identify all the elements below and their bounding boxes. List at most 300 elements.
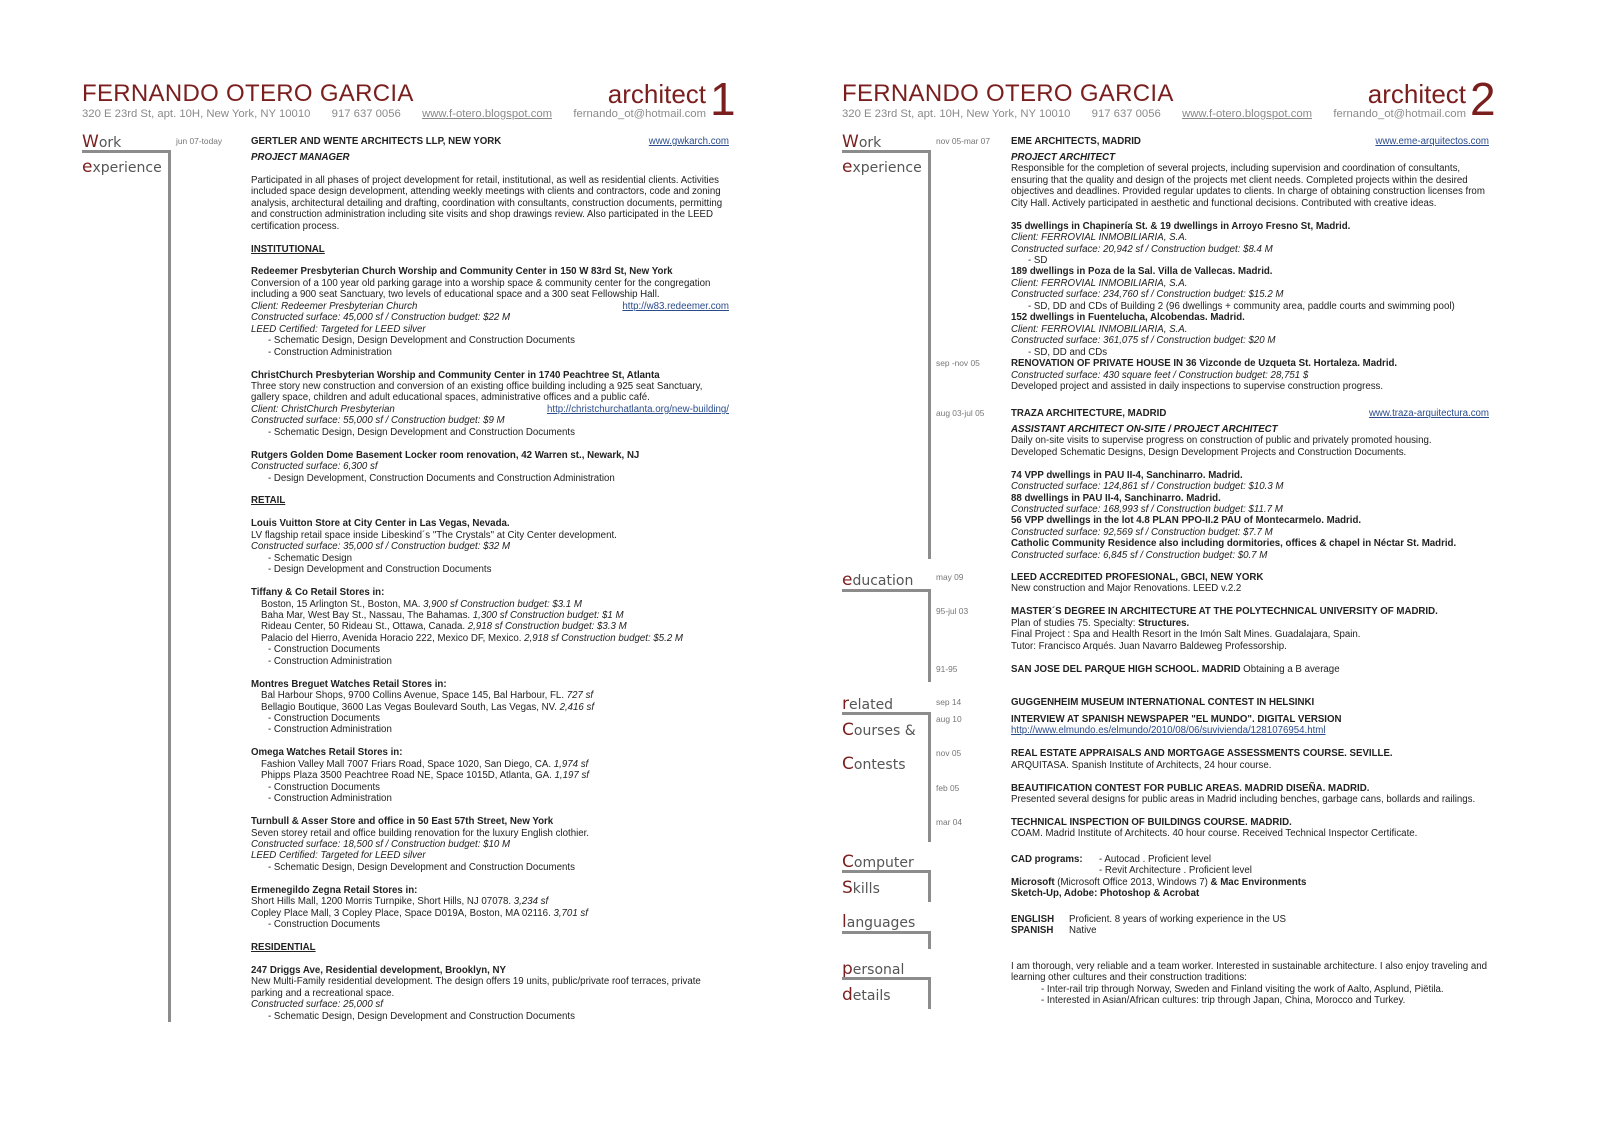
text: Short Hills Mall, 1200 Morris Turnpike, Short Hills, NJ 07078.: [251, 896, 514, 908]
text: - Schematic Design, Design Development and Construction Documents: [268, 861, 575, 873]
text-line: [1011, 925, 1489, 936]
text-line: [1011, 515, 1489, 526]
contact-line: [842, 108, 1466, 120]
text-line: [251, 370, 729, 381]
text-line: [251, 942, 729, 953]
text: Developed Schematic Designs, Design Development Projects and Construction Documents.: [1011, 446, 1407, 458]
section-label: related: [842, 694, 894, 714]
text: - Construction Administration: [268, 724, 392, 736]
text-line: [1011, 244, 1489, 255]
text: - Schematic Design: [268, 552, 352, 564]
text-line: [1011, 312, 1489, 323]
text-line: [1011, 748, 1489, 759]
text-line: [251, 633, 729, 644]
text: ChristChurch Presbyterian Worship and Community Center in 1740 Peachtree St, Atlanta: [251, 369, 660, 381]
text: Client: FERROVIAL INMOBILIARIA, S.A.: [1011, 232, 1188, 244]
profession-title: architect: [1367, 79, 1466, 109]
text: - Construction Administration: [268, 793, 392, 805]
section-label: Work: [842, 132, 882, 152]
text-line: [1011, 914, 1489, 925]
text-line: [1011, 550, 1489, 561]
text-line: [251, 816, 729, 827]
email[interactable]: fernando_ot@hotmail.com: [1333, 108, 1466, 120]
resume-page-2: [760, 0, 1520, 1131]
text-line: [251, 919, 729, 930]
spacer: [251, 576, 729, 587]
text: Seven storey retail and office building renovation for the luxury English clothier.: [251, 827, 590, 839]
text-line: [1011, 278, 1489, 289]
text: New Multi-Family residential development. The design offers 19 units, public/private roof terraces, private parking and a recreational space.: [251, 976, 701, 999]
text-line: [251, 999, 729, 1010]
text-line: [1011, 289, 1489, 300]
entry: [936, 816, 1489, 840]
text: Tutor: Francisco Arqués. Juan Navarro Baldeweg Professorship.: [1011, 640, 1287, 652]
link[interactable]: http://christchurchatlanta.org/new-building/: [546, 403, 729, 415]
text-line: [251, 564, 729, 575]
entry: [936, 407, 1489, 561]
text: Proficient. 8 years of working experience in the US: [1069, 914, 1286, 925]
entry: [936, 606, 1489, 663]
text-line: [1011, 493, 1489, 504]
text-line: [251, 587, 729, 598]
text-line: [1011, 618, 1489, 629]
text-line: [1011, 470, 1489, 481]
text: Sketch-Up, Adobe: Photoshop & Acrobat: [1011, 888, 1200, 900]
link[interactable]: www.eme-arquitectos.com: [1375, 136, 1489, 147]
text: 189 dwellings in Poza de la Sal. Villa de Vallecas. Madrid.: [1011, 266, 1273, 278]
text: - Design Development, Construction Documents and Construction Administration: [268, 472, 615, 484]
text-line: [1011, 424, 1489, 435]
entry: [936, 697, 1489, 714]
spacer: [1011, 806, 1489, 817]
text-line: [251, 1011, 729, 1022]
entry-date: aug 10: [936, 713, 962, 724]
text-line: [251, 415, 729, 426]
section-bracket-divider: [82, 150, 171, 1022]
text-line: [1011, 255, 1489, 266]
link[interactable]: www.traza-arquitectura.com: [1368, 407, 1489, 419]
section-label: personal: [842, 959, 905, 979]
text: GERTLER AND WENTE ARCHITECTS LLP, NEW YORK: [251, 136, 502, 147]
text-line: [251, 965, 729, 976]
section-label: Contests: [842, 754, 906, 774]
text-line: [251, 839, 729, 850]
entry: [936, 358, 1489, 408]
entry-date: aug 03-jul 05: [936, 407, 985, 418]
website-link[interactable]: www.f-otero.blogspot.com: [1182, 108, 1313, 120]
text: CAD programs:: [1011, 854, 1083, 865]
text: - Construction Administration: [268, 346, 392, 358]
spacer: [251, 484, 729, 495]
text-line: [251, 644, 729, 655]
entry: [1011, 854, 1489, 900]
section-label: experience: [842, 157, 922, 177]
text: 3,234 sf: [513, 896, 549, 908]
text: SAN JOSE DEL PARQUE HIGH SCHOOL. MADRID: [1011, 663, 1241, 675]
text: Constructed surface: 55,000 sf / Construction budget: $9 M: [251, 415, 505, 427]
link[interactable]: www.gwkarch.com: [648, 136, 729, 147]
spacer: [251, 507, 729, 518]
text: ARQUITASA. Spanish Institute of Architects, 24 hour course.: [1011, 759, 1272, 771]
text: 1,974 sf: [553, 758, 589, 770]
page-number: 1: [710, 73, 736, 125]
section-content: [1011, 961, 1489, 1007]
section-content: [936, 136, 1489, 561]
text: I am thorough, very reliable and a team worker. Interested in sustainable architecture. I also enjoy traveling and learning other cultures and their construction traditions:: [1011, 961, 1488, 984]
text: Rutgers Golden Dome Basement Locker room renovation, 42 Warren st., Newark, NJ: [251, 449, 640, 461]
text-line: [251, 896, 729, 907]
text-line: [1011, 888, 1489, 899]
phone: 917 637 0056: [1091, 108, 1161, 120]
text: RESIDENTIAL: [251, 942, 316, 954]
text-line: [1011, 152, 1489, 163]
entry: [936, 782, 1489, 817]
text: - SD, DD and CDs: [1028, 346, 1108, 358]
text: Constructed surface: 168,993 sf / Construction budget: $11.7 M: [1011, 504, 1283, 515]
text: Catholic Community Residence also including dormitories, offices & chapel in Néctar St. Madrid.: [1011, 538, 1457, 550]
spacer: [1011, 771, 1489, 782]
text: Structures.: [1138, 617, 1190, 629]
text-line: [1011, 481, 1489, 492]
entry-date: sep -nov 05: [936, 358, 980, 369]
text: Obtaining a B average: [1240, 663, 1340, 675]
entry-date: 95-jul 03: [936, 606, 969, 617]
email[interactable]: fernando_ot@hotmail.com: [573, 108, 706, 120]
section-content: [936, 697, 1489, 840]
text: 2,416 sf: [559, 701, 595, 713]
text-line: [1011, 232, 1489, 243]
entry: [936, 572, 1489, 606]
section-label: Computer: [842, 852, 914, 872]
text-line: [1011, 435, 1489, 446]
text: Client: Redeemer Presbyterian Church: [251, 300, 418, 312]
text: Participated in all phases of project development for retail, institutional, as well as residential clients. Activities included space design development, attending weekly meetings with clients and contractors, code and zoning analysis, architectural detailing and drafting, coordination with consultants, construction documents, permitting and construction administration including site visits and shop drawings review. Also participated in the LEED certification process.: [251, 174, 723, 232]
spacer: [251, 953, 729, 964]
spacer: [1011, 458, 1489, 469]
text-line: [251, 530, 729, 541]
spacer: [251, 438, 729, 449]
text: PROJECT MANAGER: [251, 151, 350, 163]
text-line: [1011, 725, 1489, 736]
text: Constructed surface: 35,000 sf / Construction budget: $32 M: [251, 541, 511, 553]
entry: [176, 136, 729, 1022]
text: Copley Place Mall, 3 Copley Place, Space D019A, Boston, MA 02116.: [251, 907, 554, 919]
text: GUGGENHEIM MUSEUM INTERNATIONAL CONTEST IN HELSINKI: [1011, 697, 1315, 708]
text-line: [1011, 877, 1489, 888]
text: - Revit Architecture . Proficient level: [1099, 865, 1252, 877]
link[interactable]: http://www.elmundo.es/elmundo/2010/08/06/suvivienda/1281076954.html: [1011, 725, 1326, 737]
text-line: [251, 610, 729, 621]
text: Baha Mar, West Bay St., Nassau, The Bahamas.: [261, 609, 473, 621]
text-line: [251, 347, 729, 358]
text-line: [251, 908, 729, 919]
entry-date: 91-95: [936, 663, 958, 674]
text-line: [251, 427, 729, 438]
text-line: [1011, 961, 1489, 984]
section-label: Courses &: [842, 720, 916, 740]
text: - Construction Documents: [268, 644, 380, 656]
text: - Design Development and Construction Documents: [268, 564, 492, 576]
text: (Microsoft Office 2013, Windows 7): [1054, 876, 1211, 888]
text: RETAIL: [251, 495, 286, 507]
text: Constructed surface: 361,075 sf / Construction budget: $20 M: [1011, 335, 1276, 347]
text-line: [1011, 335, 1489, 346]
text-line: [1011, 714, 1489, 725]
entry-date: feb 05: [936, 782, 960, 793]
text-line: [1011, 995, 1489, 1006]
text: MASTER´S DEGREE IN ARCHITECTURE AT THE POLYTECHNICAL UNIVERSITY OF MADRID.: [1011, 606, 1438, 618]
text: Palacio del Hierro, Avenida Horacio 222, Mexico DF, Mexico.: [261, 632, 525, 644]
text: Rideau Center, 50 Rideau St., Ottawa, Canada.: [261, 621, 468, 633]
text: Phipps Plaza 3500 Peachtree Road NE, Space 1015D, Atlanta, GA.: [261, 770, 555, 782]
text: 727 sf: [566, 690, 594, 702]
spacer: [1011, 209, 1489, 220]
spacer: [1011, 595, 1489, 606]
spacer: [1011, 652, 1489, 663]
text-line: [251, 885, 729, 896]
text: 74 VPP dwellings in PAU II-4, Sanchinarro. Madrid.: [1011, 469, 1243, 481]
text: LV flagship retail space inside Libeskind´s "The Crystals" at City Center development.: [251, 529, 617, 541]
entry: [936, 713, 1489, 748]
text: Responsible for the completion of several projects, including supervision and coordination of consultants, ensuring that the quality and design of the projects met client needs. Completed projects within the desired objectives and deadlines. Provided regular updates to clients. In charge of obtaining construction licenses from City Hall. Actively participated in aesthetic and functional decisions. Contributed with creative ideas.: [1011, 163, 1485, 209]
spacer: [1011, 392, 1489, 403]
text-line: [251, 404, 729, 415]
entry: [936, 136, 1489, 358]
text-line: [251, 621, 729, 632]
text: REAL ESTATE APPRAISALS AND MORTGAGE ASSESSMENTS COURSE. SEVILLE.: [1011, 748, 1393, 760]
text: Plan of studies 75. Specialty:: [1011, 617, 1139, 629]
entry: [1011, 914, 1489, 937]
entry-date: nov 05-mar 07: [936, 136, 990, 146]
text-line: [251, 828, 729, 839]
section-label: experience: [82, 157, 162, 177]
entry: [1011, 961, 1489, 1007]
text: Native: [1069, 925, 1097, 937]
text-line: [1011, 221, 1489, 232]
text-line: [251, 976, 729, 999]
spacer: [251, 163, 729, 174]
text: SPANISH: [1011, 925, 1054, 937]
section-bracket-divider: [842, 977, 931, 1009]
text: - Interested in Asian/African cultures: trip through Japan, China, Morocco and Turkey.: [1041, 995, 1406, 1007]
text: TRAZA ARCHITECTURE, MADRID: [1011, 407, 1167, 419]
text-line: [251, 473, 729, 484]
text: Constructed surface: 6,845 sf / Construction budget: $0.7 M: [1011, 549, 1268, 561]
spacer: [251, 255, 729, 266]
text-line: [1011, 447, 1489, 458]
text-line: [1011, 408, 1489, 419]
text: - Autocad . Proficient level: [1099, 854, 1212, 865]
text-line: [1011, 370, 1489, 381]
section-label: languages: [842, 912, 916, 932]
text: Fashion Valley Mall 7007 Friars Road, Space 1020, San Diego, CA.: [261, 758, 554, 770]
text: Bal Harbour Shops, 9700 Collins Avenue, Space 145, Bal Harbour, FL.: [261, 690, 567, 702]
text-line: [251, 152, 729, 163]
text-line: [251, 770, 729, 781]
text-line: [251, 747, 729, 758]
text: ENGLISH: [1011, 914, 1055, 925]
text: Boston, 15 Arlington St., Boston, MA.: [261, 598, 424, 610]
text: Three story new construction and conversion of an existing office building including a 925 seat Sanctuary, gallery space, children and adult educational spaces, administrative offices and a public café.: [251, 380, 703, 404]
text-line: [251, 175, 729, 232]
entry: [936, 663, 1489, 675]
text-line: [251, 266, 729, 277]
text-line: [251, 702, 729, 713]
spacer: [251, 736, 729, 747]
text-line: [251, 656, 729, 667]
text: 152 dwellings in Fuentelucha, Alcobendas. Madrid.: [1011, 312, 1245, 324]
text: Montres Breguet Watches Retail Stores in:: [251, 678, 447, 690]
text-line: [251, 690, 729, 701]
text-line: [251, 324, 729, 335]
text-line: [1011, 817, 1489, 828]
text-line: [251, 335, 729, 346]
phone: 917 637 0056: [331, 108, 401, 120]
entry-date: jun 07-today: [176, 136, 223, 146]
text: Omega Watches Retail Stores in:: [251, 747, 403, 759]
spacer: [1011, 737, 1489, 748]
text: LEED Certified: Targeted for LEED silver: [251, 850, 426, 862]
text: 2,918 sf Construction budget: $3.3 M: [467, 621, 627, 633]
text: - SD: [1028, 255, 1048, 267]
text: New construction and Major Renovations. LEED v.2.2: [1011, 583, 1242, 595]
section-label: Work: [82, 132, 122, 152]
text: Constructed surface: 6,300 sf: [251, 461, 378, 473]
text-line: [1011, 163, 1489, 209]
section-bracket-divider: [842, 931, 931, 949]
text-line: [251, 724, 729, 735]
text: Presented several designs for public areas in Madrid including benches, garbage cans, bollards and railings.: [1011, 794, 1476, 806]
text: 1,300 sf Construction budget: $1 M: [472, 609, 624, 621]
text: 88 dwellings in PAU II-4, Sanchinarro. Madrid.: [1011, 492, 1221, 504]
spacer: [251, 667, 729, 678]
resume-page-1: [0, 0, 760, 1131]
text: - Construction Documents: [268, 919, 380, 931]
address: 320 E 23rd St, apt. 10H, New York, NY 10010: [82, 108, 311, 120]
spacer: [251, 805, 729, 816]
text: 35 dwellings in Chapinería St. & 19 dwellings in Arroyo Fresno St, Madrid.: [1011, 220, 1351, 232]
section-content: [936, 572, 1489, 675]
text-line: [251, 495, 729, 506]
page-number: 2: [1470, 73, 1496, 125]
text: - Construction Administration: [268, 655, 392, 667]
text-line: [251, 793, 729, 804]
text: 56 VPP dwellings in the lot 4.8 PLAN PPO-II.2 PAU of Montecarmelo. Madrid.: [1011, 515, 1362, 527]
text-line: [1011, 865, 1489, 876]
spacer: [251, 358, 729, 369]
text: Microsoft: [1011, 876, 1055, 888]
address: 320 E 23rd St, apt. 10H, New York, NY 10010: [842, 108, 1071, 120]
text: INTERVIEW AT SPANISH NEWSPAPER "EL MUNDO". DIGITAL VERSION: [1011, 713, 1342, 725]
text: Client: FERROVIAL INMOBILIARIA, S.A.: [1011, 323, 1188, 335]
text-line: [251, 278, 729, 301]
text: - Schematic Design, Design Development and Construction Documents: [268, 426, 575, 438]
text: Constructed surface: 20,942 sf / Construction budget: $8.4 M: [1011, 243, 1273, 255]
text-line: [1011, 572, 1489, 583]
text: Louis Vuitton Store at City Center in Las Vegas, Nevada.: [251, 518, 510, 530]
text: - Construction Documents: [268, 713, 380, 725]
section-label: Skills: [842, 878, 880, 898]
text: Constructed surface: 45,000 sf / Construction budget: $22 M: [251, 312, 511, 324]
text-line: [251, 136, 729, 147]
text: BEAUTIFICATION CONTEST FOR PUBLIC AREAS. MADRID DISEÑA. MADRID.: [1011, 782, 1370, 794]
text-line: [251, 759, 729, 770]
text-line: [251, 862, 729, 873]
text-line: [251, 541, 729, 552]
text: INSTITUTIONAL: [251, 243, 325, 255]
text-line: [1011, 783, 1489, 794]
text-line: [251, 553, 729, 564]
text: 3,701 sf: [553, 907, 588, 919]
text-line: [1011, 984, 1489, 995]
text: Tiffany & Co Retail Stores in:: [251, 587, 385, 599]
text-line: [1011, 760, 1489, 771]
text: Redeemer Presbyterian Church Worship and Community Center in 150 W 83rd St, New York: [251, 266, 673, 278]
text: Constructed surface: 18,500 sf / Construction budget: $10 M: [251, 838, 511, 850]
text-line: [251, 381, 729, 404]
text-line: [1011, 266, 1489, 277]
website-link[interactable]: www.f-otero.blogspot.com: [422, 108, 553, 120]
text-line: [1011, 504, 1489, 515]
text: COAM. Madrid Institute of Architects. 40 hour course. Received Technical Inspector Certificate.: [1011, 828, 1418, 840]
contact-line: [82, 108, 706, 120]
text-line: [1011, 854, 1489, 865]
text-line: [1011, 358, 1489, 369]
text-line: [251, 599, 729, 610]
entry-date: may 09: [936, 572, 964, 582]
text-line: [1011, 697, 1489, 708]
text: - Construction Documents: [268, 781, 380, 793]
text-line: [1011, 583, 1489, 594]
text: Constructed surface: 92,569 sf / Construction budget: $7.7 M: [1011, 526, 1273, 538]
text-line: [251, 713, 729, 724]
section-content: [1011, 914, 1489, 937]
section-content: [1011, 854, 1489, 900]
text: Constructed surface: 430 square feet / Construction budget: 28,751 $: [1011, 369, 1309, 381]
text: 3,900 sf Construction budget: $3.1 M: [423, 598, 582, 610]
section-label: details: [842, 985, 891, 1005]
text-line: [251, 450, 729, 461]
text: 247 Driggs Ave, Residential development, Brooklyn, NY: [251, 964, 506, 976]
section-bracket-divider: [842, 150, 931, 559]
text: LEED Certified: Targeted for LEED silver: [251, 323, 426, 335]
profession-title: architect: [607, 79, 706, 109]
text: Client: ChristChurch Presbyterian: [251, 403, 395, 415]
text-line: [251, 850, 729, 861]
section-bracket-divider: [842, 712, 931, 842]
section-label: education: [842, 570, 914, 590]
text: EME ARCHITECTS, MADRID: [1011, 136, 1141, 147]
text-line: [1011, 301, 1489, 312]
link[interactable]: http://w83.redeemer.com: [622, 300, 729, 312]
entry-date: nov 05: [936, 748, 962, 759]
text-line: [1011, 538, 1489, 549]
text: Daily on-site visits to supervise progress on construction of public and privately promoted housing.: [1011, 435, 1432, 447]
text-line: [251, 518, 729, 529]
text-line: [1011, 136, 1489, 147]
text: - Inter-rail trip through Norway, Sweden and Finland visiting the work of Aalto, Asplund, Piëtila.: [1041, 983, 1444, 995]
text-line: [251, 461, 729, 472]
text: Constructed surface: 234,760 sf / Construction budget: $15.2 M: [1011, 289, 1284, 301]
text-line: [1011, 527, 1489, 538]
text-line: [1011, 629, 1489, 640]
text: Constructed surface: 124,861 sf / Construction budget: $10.3 M: [1011, 481, 1284, 493]
text: Final Project : Spa and Health Resort in the Imón Salt Mines. Guadalajara, Spain.: [1011, 629, 1361, 641]
text-line: [251, 782, 729, 793]
text-line: [1011, 324, 1489, 335]
text: TECHNICAL INSPECTION OF BUILDINGS COURSE. MADRID.: [1011, 816, 1292, 828]
entry-date: mar 04: [936, 816, 963, 827]
